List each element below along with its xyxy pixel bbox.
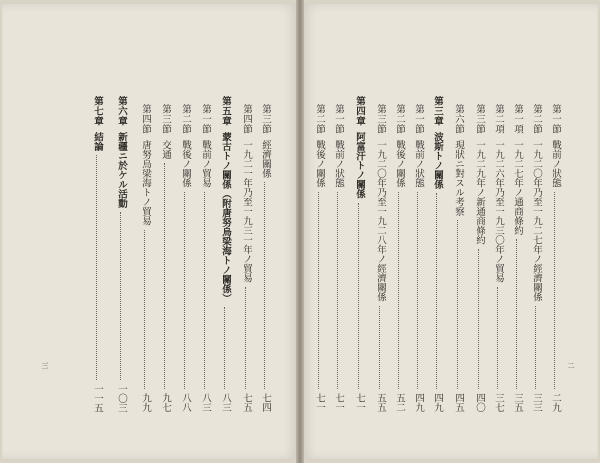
- dot-leader: [436, 193, 438, 389]
- toc-entry-title: 戰前ノ貿易: [200, 140, 211, 188]
- toc-entry-label: 第一項: [512, 104, 523, 134]
- toc-entry: [411, 104, 425, 412]
- toc-entry-label: 第二項: [493, 104, 504, 134]
- book-gutter: [296, 0, 304, 463]
- toc-entry: [138, 104, 152, 412]
- toc-page-number: 七一: [354, 393, 365, 412]
- dot-leader: [417, 192, 419, 390]
- dot-leader: [204, 192, 206, 390]
- toc-entry-title: 新疆ニ於ケル活動: [116, 132, 127, 208]
- toc-entry-label: 第三章: [432, 96, 443, 126]
- dot-leader: [358, 203, 360, 390]
- toc-entry: [373, 104, 387, 412]
- toc-entry-label: 第一節: [413, 104, 424, 134]
- dot-leader: [164, 163, 166, 389]
- toc-page-number: 八八: [180, 393, 191, 412]
- toc-entry-label: 第五章: [220, 96, 231, 126]
- toc-entry-label: 第二節: [314, 104, 325, 134]
- dot-leader: [245, 287, 247, 390]
- toc-entry: [548, 104, 562, 412]
- toc-entry: [178, 104, 192, 412]
- toc-entry-label: 第一節: [333, 104, 344, 134]
- toc-entry: [331, 104, 345, 412]
- toc-entry-title: 戰後ノ關係: [394, 140, 405, 188]
- toc-page-number: 八三: [200, 393, 211, 412]
- toc-entry: [451, 104, 465, 412]
- toc-page-number: 四九: [413, 393, 424, 412]
- toc-entry-title: 交通: [160, 140, 171, 159]
- toc-chapter-entry: [352, 96, 366, 412]
- toc-page-number: 七一: [333, 393, 344, 412]
- toc-entry-title: 一九二〇年乃至一九二八年ノ經濟關係: [375, 140, 386, 302]
- toc-page-number: 四〇: [474, 393, 485, 412]
- toc-entry-title: 經濟關係: [260, 140, 271, 178]
- toc-entry-label: 第七章: [92, 96, 103, 126]
- dot-leader: [264, 182, 266, 389]
- dot-leader: [398, 192, 400, 390]
- toc-entry-title: 結論: [92, 132, 103, 151]
- right-page-number: 二: [567, 362, 575, 369]
- toc-page-number: 一〇三: [116, 383, 127, 412]
- toc-entry: [258, 104, 272, 412]
- toc-page-number: 七一: [314, 393, 325, 412]
- toc-entry-title: 一九二〇年乃至一九二七年ノ經濟關係: [531, 140, 542, 302]
- dot-leader: [379, 306, 381, 390]
- toc-entry: [392, 104, 406, 412]
- toc-entry-title: 戰前ノ狀態: [333, 140, 344, 188]
- dot-leader: [184, 192, 186, 390]
- toc-page-number: 九九: [140, 393, 151, 412]
- toc-entry: [491, 104, 505, 412]
- toc-entry-label: 第四節: [140, 104, 151, 134]
- toc-page-number: 四九: [432, 393, 443, 412]
- toc-entry: [472, 104, 486, 412]
- dot-leader: [96, 155, 98, 380]
- toc-entry-title: 一九二六年乃至一九三〇年ノ貿易: [493, 140, 504, 283]
- dot-leader: [318, 192, 320, 390]
- dot-leader: [478, 249, 480, 390]
- left-page: [2, 4, 298, 459]
- dot-leader: [554, 192, 556, 390]
- left-page-number: 三: [41, 362, 49, 369]
- toc-entry-label: 第三節: [260, 104, 271, 134]
- toc-entry-label: 第一節: [200, 104, 211, 134]
- toc-entry-title: 一九二一年乃至一九三一年ノ貿易: [241, 140, 252, 283]
- toc-entry-label: 第四章: [354, 96, 365, 126]
- toc-entry-title: 阿富汗トノ關係: [354, 132, 365, 199]
- toc-entry-title: 唐努烏梁海トノ貿易: [140, 140, 151, 226]
- toc-chapter-entry: [90, 96, 104, 412]
- dot-leader: [497, 287, 499, 390]
- toc-entry-label: 第二節: [394, 104, 405, 134]
- toc-entry-label: 第一節: [550, 104, 561, 134]
- toc-entry-title: 一九二九年ノ新通商條約: [474, 140, 485, 245]
- toc-page-number: 七五: [241, 393, 252, 412]
- toc-chapter-entry: [114, 96, 128, 412]
- toc-entry-label: 第三節: [474, 104, 485, 134]
- toc-page-number: 七四: [260, 393, 271, 412]
- dot-leader: [457, 220, 459, 389]
- toc-entry-title: 戰後ノ關係: [180, 140, 191, 188]
- toc-entry: [510, 104, 524, 412]
- toc-entry-label: 第四節: [241, 104, 252, 134]
- toc-entry: [312, 104, 326, 412]
- toc-entry-label: 第六節: [453, 104, 464, 134]
- toc-page-number: 九七: [160, 393, 171, 412]
- dot-leader: [516, 239, 518, 389]
- right-page: [302, 4, 598, 459]
- toc-page-number: 五二: [394, 393, 405, 412]
- toc-page-number: 四五: [453, 393, 464, 412]
- toc-entry-title: 蒙古トノ關係（附唐努烏梁海トノ關係）: [220, 132, 231, 303]
- toc-entry: [198, 104, 212, 412]
- toc-entry-title: 一九二七年ノ通商條約: [512, 140, 523, 235]
- dot-leader: [337, 192, 339, 390]
- dot-leader: [120, 212, 122, 380]
- dot-leader: [224, 307, 226, 389]
- toc-entry-title: 現狀ニ對スル考察: [453, 140, 464, 216]
- toc-page-number: 二九: [550, 393, 561, 412]
- toc-entry-title: 戰前ノ狀態: [413, 140, 424, 188]
- toc-entry: [239, 104, 253, 412]
- dot-leader: [144, 230, 146, 390]
- toc-page-number: 三七: [493, 393, 504, 412]
- toc-chapter-entry: [430, 96, 444, 412]
- toc-entry: [158, 104, 172, 412]
- toc-entry-label: 第二節: [180, 104, 191, 134]
- toc-entry: [529, 104, 543, 412]
- dot-leader: [535, 306, 537, 390]
- toc-entry-title: 波斯トノ關係: [432, 132, 443, 189]
- toc-page-number: 五五: [375, 393, 386, 412]
- toc-entry-label: 第二節: [531, 104, 542, 134]
- toc-entry-title: 戰前ノ狀態: [550, 140, 561, 188]
- toc-chapter-entry: [218, 96, 232, 412]
- toc-entry-label: 第六章: [116, 96, 127, 126]
- toc-entry-label: 第三節: [375, 104, 386, 134]
- toc-page-number: 三五: [512, 393, 523, 412]
- toc-page-number: 八三: [220, 393, 231, 412]
- toc-page-number: 三三: [531, 393, 542, 412]
- toc-entry-label: 第三節: [160, 104, 171, 134]
- toc-entry-title: 戰後ノ關係: [314, 140, 325, 188]
- toc-page-number: 一一五: [92, 383, 103, 412]
